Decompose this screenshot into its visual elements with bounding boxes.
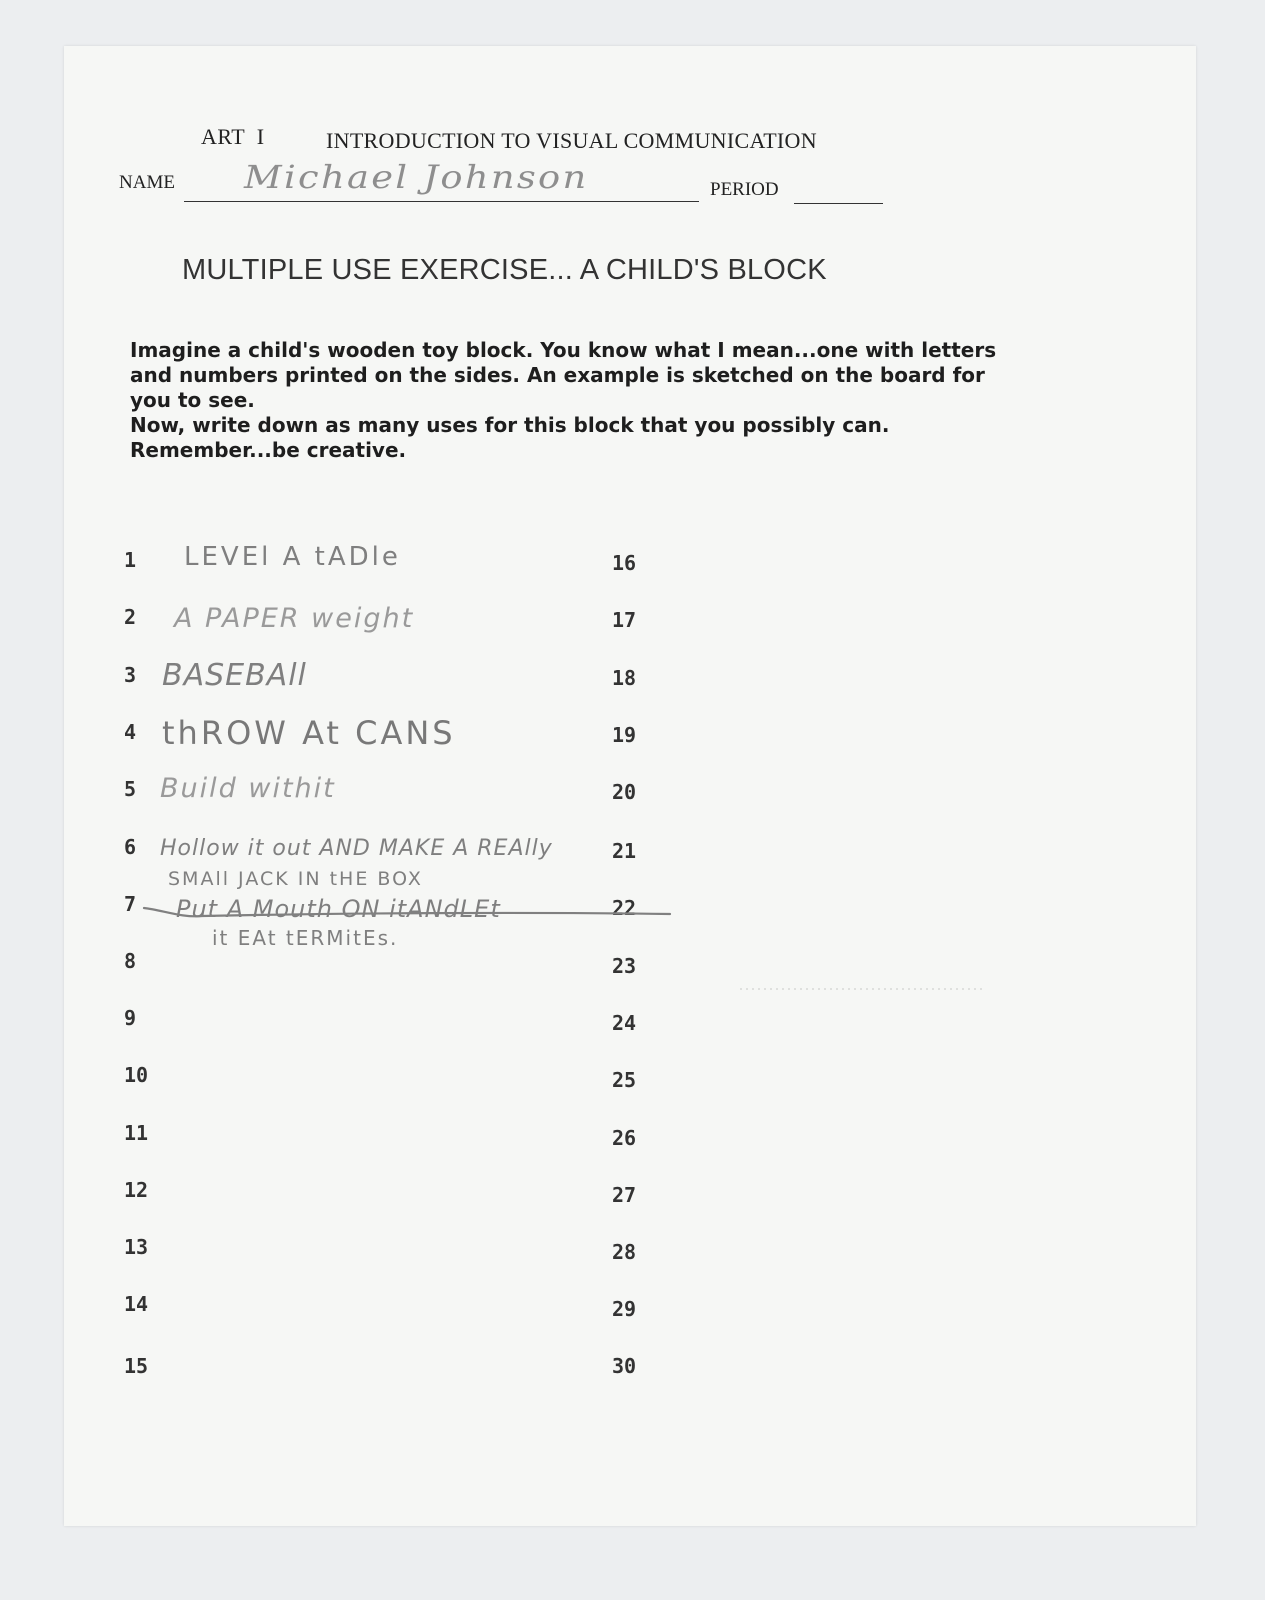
instructions-paragraph: Remember...be creative. [130,438,407,462]
name-label: NAME [119,172,175,193]
item-number: 15 [124,1354,149,1378]
item-number: 28 [612,1240,637,1264]
instructions [130,338,1010,463]
hand-drawn-underline [142,904,672,924]
item-number: 19 [612,723,637,747]
item-number: 17 [612,608,637,632]
period-label: PERIOD [710,179,779,200]
item-number: 1 [124,548,137,572]
course-code: ART I [201,124,265,149]
handwritten-answer: Hollow it out AND MAKE A REAlly [160,836,553,861]
item-number: 9 [124,1006,137,1030]
handwritten-answer: SMAll JACK IN tHE BOX [168,868,423,890]
item-number: 22 [612,896,637,920]
item-number: 12 [124,1178,149,1202]
faint-dotted-mark [740,986,985,992]
exercise-title: MULTIPLE USE EXERCISE... A CHILD'S BLOCK [182,254,827,286]
period-underline [794,203,883,204]
item-number: 8 [124,949,137,973]
item-number: 2 [124,605,137,629]
handwritten-answer: BASEBAll [162,658,307,693]
name-underline [184,201,699,202]
item-number: 14 [124,1292,149,1316]
instructions-paragraph: Now, write down as many uses for this block that you possibly can. [130,413,890,437]
item-number: 4 [124,720,137,744]
item-number: 3 [124,663,137,687]
item-number: 20 [612,780,637,804]
item-number: 23 [612,954,637,978]
item-number: 16 [612,551,637,575]
item-number: 7 [124,892,137,916]
item-number: 6 [124,835,137,859]
item-number: 21 [612,839,637,863]
item-number: 24 [612,1011,637,1035]
item-number: 5 [124,777,137,801]
course-title: INTRODUCTION TO VISUAL COMMUNICATION [326,128,817,153]
handwritten-answer: A PAPER weight [174,603,415,634]
item-number: 26 [612,1126,637,1150]
item-number: 25 [612,1068,637,1092]
item-number: 29 [612,1297,637,1321]
name-value: Michael Johnson [244,158,589,196]
handwritten-answer: thROW At CANS [162,714,456,752]
instructions-paragraph: Imagine a child's wooden toy block. You know what I mean...one with letters and numbers printed on the sides. An example is sketched on the board for you to see. [130,338,997,412]
worksheet-page [64,46,1196,1526]
handwritten-answer: Build withit [160,773,336,804]
item-number: 10 [124,1063,149,1087]
item-number: 18 [612,666,637,690]
handwritten-answer: Put A Mouth ON itANdLEt [176,895,501,923]
item-number: 11 [124,1121,149,1145]
item-number: 30 [612,1354,637,1378]
item-number: 27 [612,1183,637,1207]
handwritten-answer: it EAt tERMitEs. [212,926,399,950]
handwritten-answer: LEVEl A tADle [184,542,401,572]
item-number: 13 [124,1235,149,1259]
